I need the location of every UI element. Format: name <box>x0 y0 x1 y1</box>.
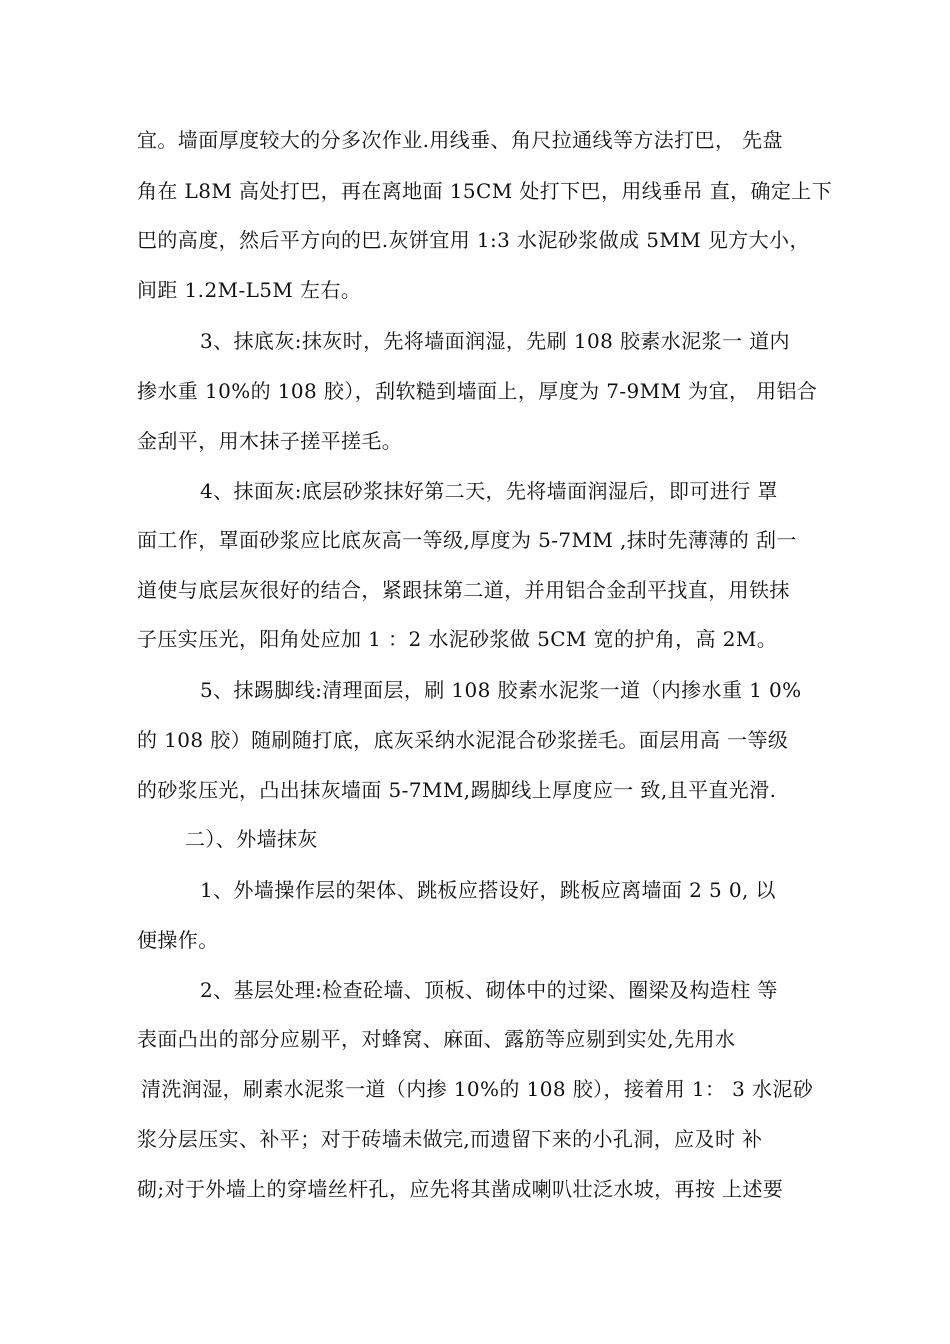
text-line: 浆分层压实、补平；对于砖墙未做完,而遗留下来的小孔洞，应及时 补 <box>137 1127 763 1151</box>
paragraph-4-start: 4、抹面灰:底层砂浆抹好第二天，先将墙面润湿后，即可进行 罩 <box>200 479 778 503</box>
text-line: 巴的高度，然后平方向的巴.灰饼宜用 1:3 水泥砂浆做成 5MM 见方大小， <box>137 228 810 252</box>
section-heading: 二）、外墙抹灰 <box>185 827 318 851</box>
text-line: 砌;对于外墙上的穿墙丝杆孔，应先将其凿成喇叭壮泛水坡，再按 上述要 <box>137 1177 784 1201</box>
text-line: 便操作。 <box>137 928 219 952</box>
text-line: 道使与底层灰很好的结合，紧跟抹第二道，并用铝合金刮平找直，用铁抹 <box>137 578 790 602</box>
text-line: 的 108 胶）随刷随打底，底灰采纳水泥混合砂浆搓毛。面层用高 一等级 <box>137 728 789 752</box>
paragraph-3-start: 3、抹底灰:抹灰时，先将墙面润湿，先刷 108 胶素水泥浆一 道内 <box>200 329 790 353</box>
text-line: 表面凸出的部分应剔平，对蜂窝、麻面、露筋等应剔到实处,先用水 <box>137 1027 736 1051</box>
text-line: 宜。墙面厚度较大的分多次作业.用线垂、角尺拉通线等方法打巴， 先盘 <box>137 128 783 152</box>
text-line: 的砂浆压光，凸出抹灰墙面 5-7MM,踢脚线上厚度应一 致,且平直光滑. <box>137 778 777 802</box>
text-line: 面工作，罩面砂浆应比底灰高一等级,厚度为 5-7MM ,抹时先薄薄的 刮一 <box>137 528 797 552</box>
paragraph-ext-1-start: 1、外墙操作层的架体、跳板应搭设好，跳板应离墙面 2 5 0, 以 <box>200 878 776 902</box>
paragraph-5-start: 5、抹踢脚线:清理面层，刷 108 胶素水泥浆一道（内掺水重 1 0% <box>200 678 802 702</box>
paragraph-ext-2-start: 2、基层处理:检查砼墙、顶板、砌体中的过梁、圈梁及构造柱 等 <box>200 978 778 1002</box>
text-line: 金刮平，用木抹子搓平搓毛。 <box>137 429 403 453</box>
text-line: 子压实压光，阳角处应加 1 ：2 水泥砂浆做 5CM 宽的护角，高 2M。 <box>137 627 778 651</box>
text-line: 间距 1.2M-L5M 左右。 <box>137 278 362 302</box>
text-line: 清洗润湿，刷素水泥浆一道（内掺 10%的 108 胶），接着用 1： 3 水泥砂 <box>141 1077 814 1101</box>
text-line: 角在 L8M 高处打巴，再在离地面 15CM 处打下巴，用线垂吊 直，确定上下 <box>137 179 833 203</box>
text-line: 掺水重 10%的 108 胶），刮软糙到墙面上，厚度为 7-9MM 为宜， 用铝合 <box>137 379 818 403</box>
